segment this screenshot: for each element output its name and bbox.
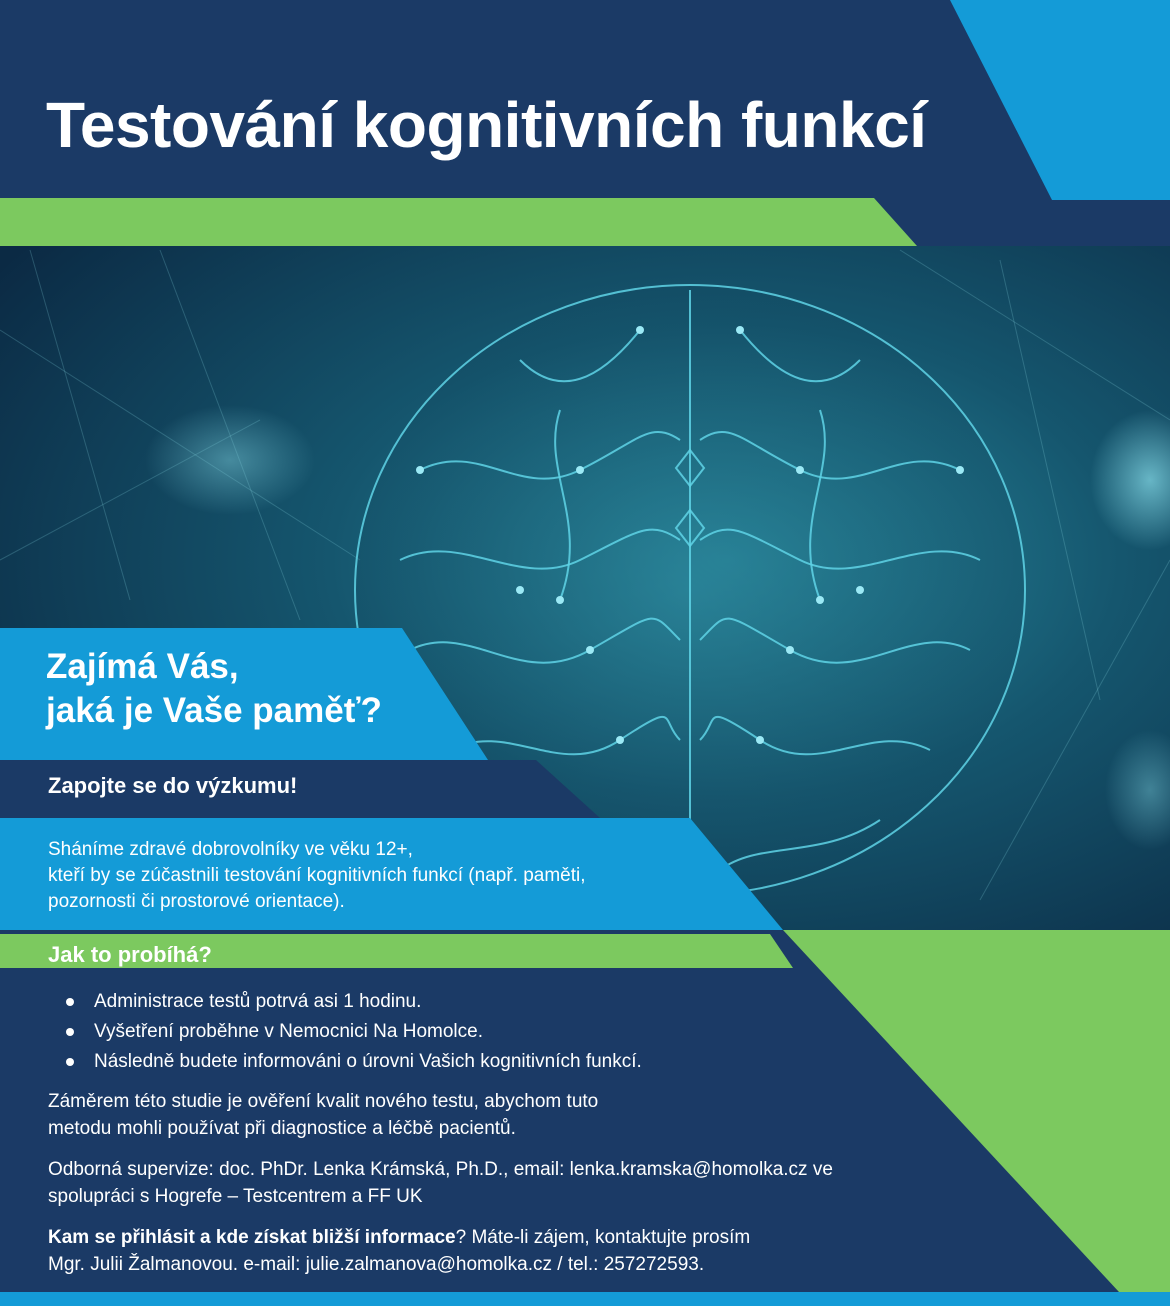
hero-question-line: jaká je Vaše paměť?	[46, 691, 382, 730]
contact-line: Mgr. Julii Žalmanovou. e-mail: julie.zalmanova@homolka.cz / tel.: 257272593.	[48, 1254, 705, 1275]
aim-line: Záměrem této studie je ověření kvalit nového testu, abychom tuto	[48, 1091, 599, 1112]
hero-question-line: Zajímá Vás,	[46, 647, 239, 686]
call-to-action: Zapojte se do výzkumu!	[48, 773, 298, 798]
supervision-paragraph	[48, 1156, 833, 1210]
list-item: Administrace testů potrvá asi 1 hodinu.	[48, 987, 642, 1017]
contact-line-rest: ? Máte-li zájem, kontaktujte prosím	[455, 1227, 751, 1248]
contact-paragraph	[48, 1224, 750, 1278]
contact-question: Kam se přihlásit a kde získat bližší informace	[48, 1227, 456, 1248]
supervision-line: Odborná supervize: doc. PhDr. Lenka Krámská, Ph.D., email: lenka.kramska@homolka.cz ve	[48, 1159, 833, 1180]
intro-text	[48, 837, 586, 915]
contact-line	[48, 1224, 750, 1251]
intro-line: kteří by se zúčastnili testování kognitivních funkcí (např. paměti,	[48, 865, 586, 886]
page-title: Testování kognitivních funkcí	[46, 89, 927, 161]
intro-line: Sháníme zdravé dobrovolníky ve věku 12+,	[48, 839, 413, 860]
aim-line: metodu mohli používat při diagnostice a léčbě pacientů.	[48, 1118, 516, 1139]
intro-line: pozornosti či prostorové orientace).	[48, 891, 345, 912]
aim-paragraph	[48, 1088, 598, 1142]
hero-question	[46, 645, 382, 733]
list-item: Následně budete informováni o úrovni Vašich kognitivních funkcí.	[48, 1047, 642, 1077]
supervision-line: spolupráci s Hogrefe – Testcentrem a FF UK	[48, 1186, 423, 1207]
list-item: Vyšetření proběhne v Nemocnici Na Homolce.	[48, 1017, 642, 1047]
process-list	[48, 987, 642, 1077]
process-heading: Jak to probíhá?	[48, 942, 212, 967]
